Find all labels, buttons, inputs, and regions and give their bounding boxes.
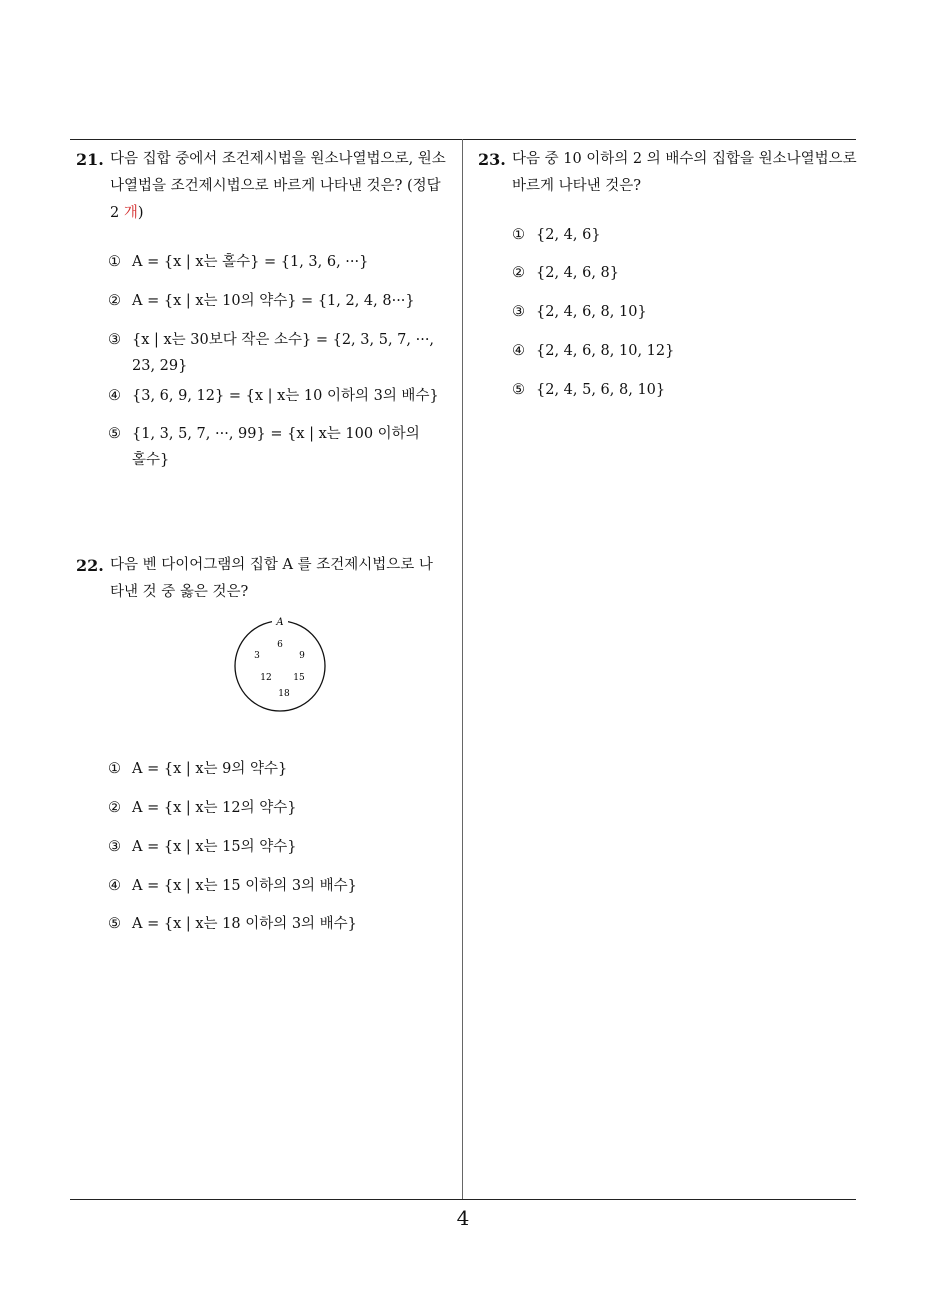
option-3[interactable] (512, 300, 647, 324)
venn-element: 3 (254, 651, 260, 661)
option-1[interactable] (108, 250, 368, 274)
option-marker: ① (108, 254, 121, 270)
option-4[interactable] (108, 384, 439, 408)
question-23 (478, 146, 862, 200)
bottom-rule (70, 1199, 856, 1200)
option-2[interactable] (108, 796, 296, 820)
stem-line: 타낸 것 중 옳은 것은? (110, 584, 249, 600)
option-marker: ④ (512, 343, 525, 359)
option-text: A = {x | x는 18 이하의 3의 배수} (132, 916, 357, 932)
option-text: {1, 3, 5, 7, ···, 99} = {x | x는 100 이하의 (132, 426, 420, 442)
question-number: 21. (76, 150, 104, 169)
option-text: {2, 4, 5, 6, 8, 10} (536, 382, 666, 398)
venn-diagram (230, 615, 330, 715)
option-3[interactable] (108, 835, 296, 859)
option-text: {3, 6, 9, 12} = {x | x는 10 이하의 3의 배수} (132, 388, 439, 404)
top-rule (70, 139, 856, 140)
option-3-continuation: 23, 29} (132, 358, 188, 374)
option-text: {2, 4, 6, 8, 10, 12} (536, 343, 675, 359)
stem-line: 다음 집합 중에서 조건제시법을 원소나열법으로, 원소 (110, 151, 446, 167)
stem-line (110, 200, 460, 227)
option-marker: ③ (108, 332, 121, 348)
stem-text: ) (137, 205, 144, 221)
option-marker: ① (108, 761, 121, 777)
option-text: A = {x | x는 15 이하의 3의 배수} (132, 878, 357, 894)
question-stem (110, 552, 460, 606)
option-1[interactable] (108, 757, 287, 781)
question-22 (76, 552, 460, 606)
option-marker: ② (108, 293, 121, 309)
question-21 (76, 146, 460, 227)
venn-element: 9 (299, 651, 305, 661)
option-text: {2, 4, 6} (536, 227, 601, 243)
option-5[interactable] (108, 912, 357, 936)
option-marker: ④ (108, 878, 121, 894)
venn-element: 18 (278, 689, 290, 699)
question-number: 22. (76, 556, 104, 575)
option-marker: ② (512, 265, 525, 281)
venn-element: 15 (293, 673, 305, 683)
stem-line: 바르게 나타낸 것은? (512, 178, 642, 194)
option-marker: ② (108, 800, 121, 816)
stem-line: 다음 벤 다이어그램의 집합 A 를 조건제시법으로 나 (110, 557, 433, 573)
option-marker: ⑤ (512, 382, 525, 398)
venn-element: 12 (260, 673, 272, 683)
page-number: 4 (456, 1206, 470, 1230)
venn-element: 6 (277, 640, 283, 650)
set-label: A (276, 617, 284, 628)
option-marker: ① (512, 227, 525, 243)
option-marker: ⑤ (108, 426, 121, 442)
option-text: A = {x | x는 9의 약수} (132, 761, 288, 777)
option-text: A = {x | x는 10의 약수} = {1, 2, 4, 8···} (132, 293, 415, 309)
option-3[interactable] (108, 328, 434, 352)
option-marker: ③ (108, 839, 121, 855)
option-text: A = {x | x는 홀수} = {1, 3, 6, ···} (132, 254, 369, 270)
question-stem (512, 146, 862, 200)
answer-count-highlight: 개 (123, 205, 138, 221)
option-5-continuation: 홀수} (132, 452, 170, 468)
option-2[interactable] (512, 261, 619, 285)
option-marker: ④ (108, 388, 121, 404)
option-text: A = {x | x는 15의 약수} (132, 839, 297, 855)
option-5[interactable] (512, 378, 665, 402)
option-1[interactable] (512, 223, 601, 247)
stem-line: 다음 중 10 이하의 2 의 배수의 집합을 원소나열법으로 (512, 151, 857, 167)
option-text: A = {x | x는 12의 약수} (132, 800, 297, 816)
option-5[interactable] (108, 422, 420, 446)
option-marker: ⑤ (108, 916, 121, 932)
option-4[interactable] (512, 339, 674, 363)
option-4[interactable] (108, 874, 357, 898)
option-text: {x | x는 30보다 작은 소수} = {2, 3, 5, 7, ···, (132, 332, 435, 348)
stem-line: 나열법을 조건제시법으로 바르게 나타낸 것은? (정답 (110, 178, 441, 194)
stem-text: 2 (110, 205, 124, 221)
option-text: {2, 4, 6, 8} (536, 265, 620, 281)
option-marker: ③ (512, 304, 525, 320)
option-text: {2, 4, 6, 8, 10} (536, 304, 647, 320)
question-number: 23. (478, 150, 506, 169)
column-divider (462, 139, 463, 1200)
option-2[interactable] (108, 289, 415, 313)
question-stem (110, 146, 460, 227)
